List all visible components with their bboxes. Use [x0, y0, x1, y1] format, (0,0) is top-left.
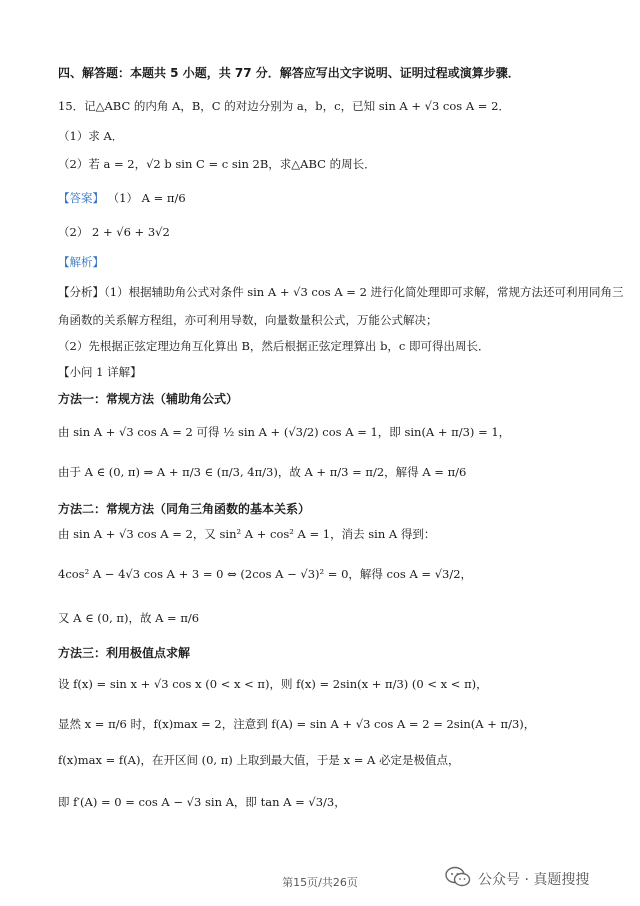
answer-2: （2） 2 + √6 + 3√2 — [58, 225, 170, 239]
answer-1: （1） A = π/6 — [107, 191, 186, 205]
method-1-line-1: 由 sin A + √3 cos A = 2 可得 ½ sin A + (√3/2) cos A = 1，即 sin(A + π/3) = 1， — [58, 425, 511, 439]
analysis-para-3: （2）先根据正弦定理边角互化算出 B，然后根据正弦定理算出 b，c 即可得出周长． — [58, 339, 490, 353]
analysis-para-2: 角函数的关系解方程组，亦可利用导数，向量数量积公式，万能公式解决； — [58, 313, 438, 327]
wechat-icon — [445, 866, 471, 888]
method-3-line-4: 即 f′(A) = 0 = cos A − √3 sin A，即 tan A = √3/3， — [58, 795, 346, 809]
method-2-line-1: 由 sin A + √3 cos A = 2，又 sin² A + cos² A = 1，消去 sin A 得到： — [58, 527, 436, 541]
method-2-line-2: 4cos² A − 4√3 cos A + 3 = 0 ⇔ (2cos A − √3)² = 0，解得 cos A = √3/2， — [58, 567, 473, 581]
question-part-1: （1）求 A． — [58, 129, 124, 143]
analysis-para-1: 【分析】（1）根据辅助角公式对条件 sin A + √3 cos A = 2 进行化简处理即可求解，常规方法还可利用同角三 — [58, 285, 624, 299]
method-3-title: 方法三：利用极值点求解 — [58, 646, 191, 660]
analysis-tag: 【解析】 — [58, 255, 104, 269]
method-2-title: 方法二：常规方法（同角三角函数的基本关系） — [58, 502, 311, 516]
page-number: 第15页/共26页 — [282, 876, 358, 889]
subquestion-1-heading: 【小问 1 详解】 — [58, 365, 142, 379]
method-3-line-1: 设 f(x) = sin x + √3 cos x (0 < x < π)，则 f(x) = 2sin(x + π/3) (0 < x < π)， — [58, 677, 488, 691]
watermark-text: 公众号 · 真题搜搜 — [478, 872, 590, 888]
method-3-line-3: f(x)max = f(A)，在开区间 (0, π) 上取到最大值，于是 x = A 必定是极值点， — [58, 753, 460, 767]
method-2-line-3: 又 A ∈ (0, π)，故 A = π/6 — [58, 611, 200, 625]
question-stem: 15．记△ABC 的内角 A，B，C 的对边分别为 a，b，c，已知 sin A + √3 cos A = 2． — [58, 99, 510, 113]
method-1-line-2: 由于 A ∈ (0, π) ⇒ A + π/3 ∈ (π/3, 4π/3)，故 A + π/3 = π/2，解得 A = π/6 — [58, 465, 467, 479]
method-1-title: 方法一：常规方法（辅助角公式） — [58, 392, 239, 406]
answer-line-1 — [58, 190, 186, 206]
method-3-line-2: 显然 x = π/6 时，f(x)max = 2，注意到 f(A) = sin A + √3 cos A = 2 = 2sin(A + π/3)， — [58, 717, 536, 731]
section-header: 四、解答题：本题共 5 小题，共 77 分．解答应写出文字说明、证明过程或演算步骤． — [58, 66, 520, 80]
question-part-2: （2）若 a = 2，√2 b sin C = c sin 2B，求△ABC 的周长． — [58, 157, 376, 171]
answer-tag: 【答案】 — [58, 191, 104, 205]
